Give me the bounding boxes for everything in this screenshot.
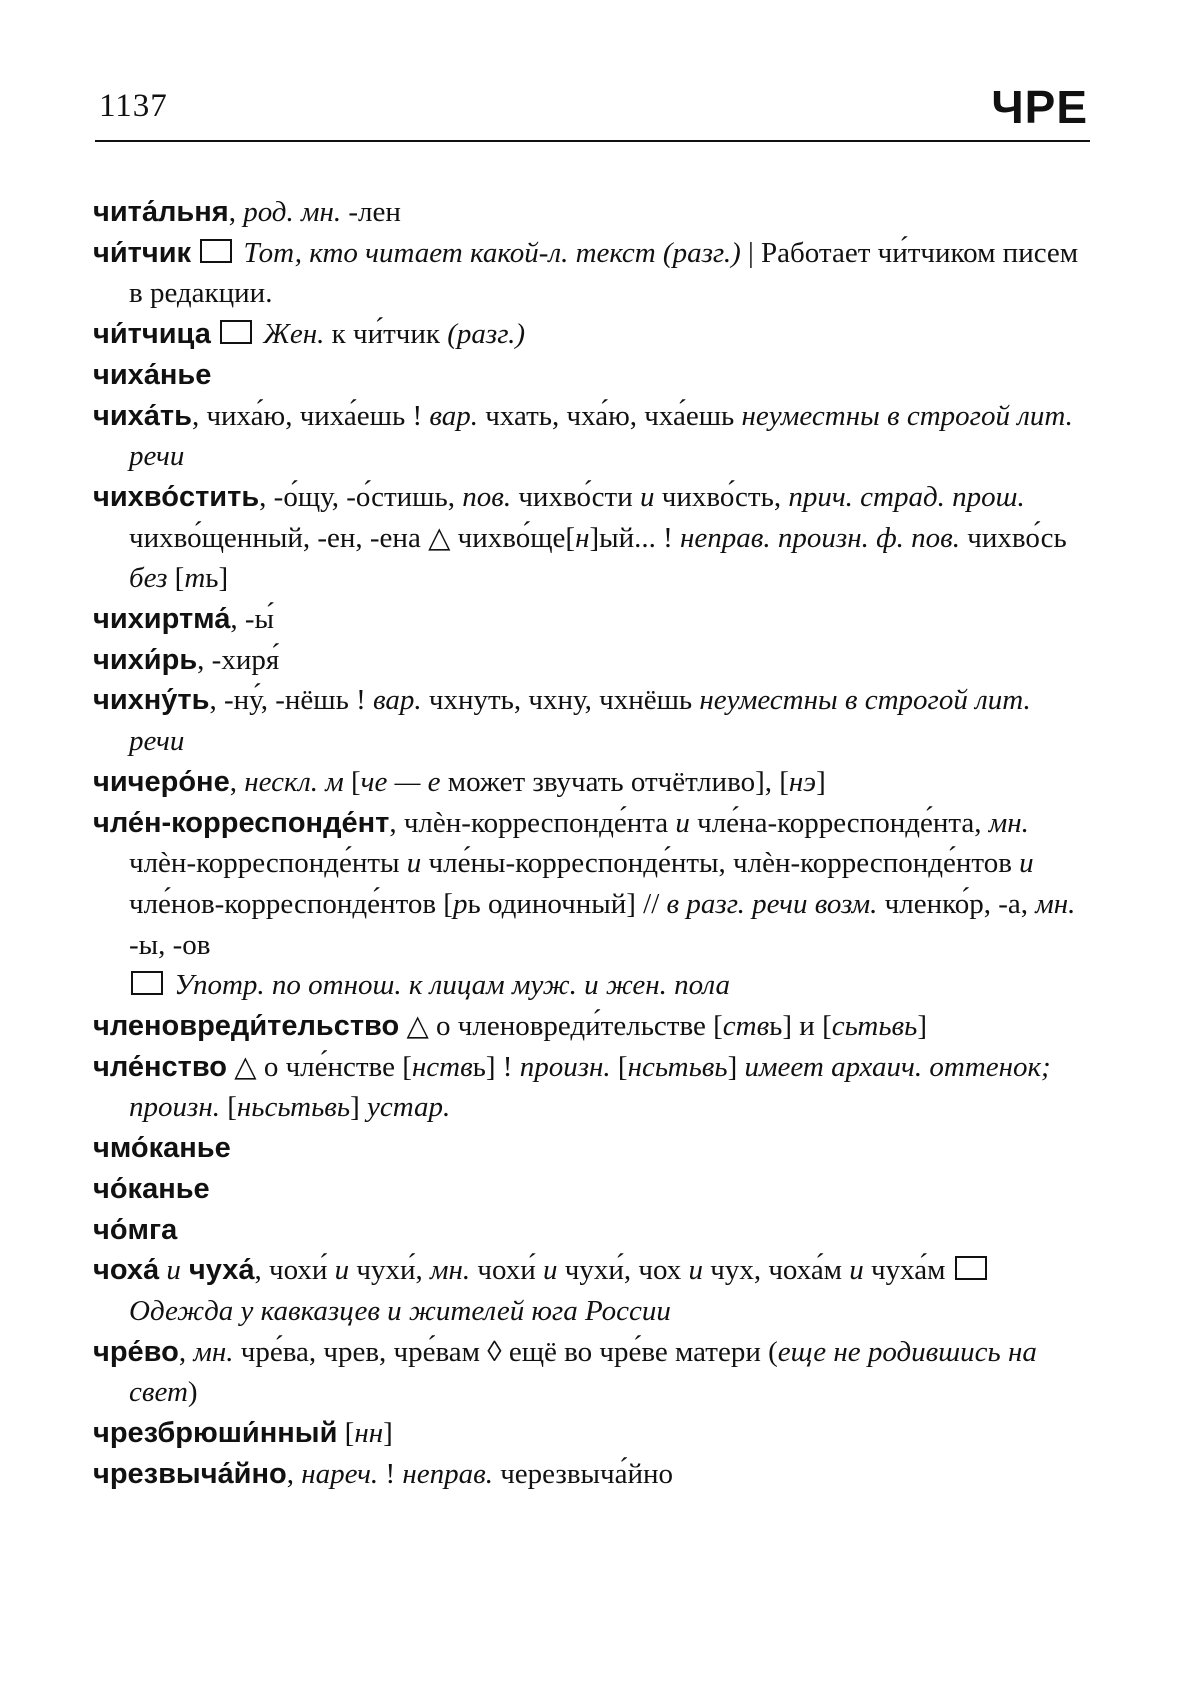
definition: Употр. по отнош. к лицам муж. и жен. пола <box>174 969 730 1002</box>
headword: чре́во <box>93 1335 179 1368</box>
running-head: ЧРЕ <box>991 81 1088 133</box>
headword: чи́тчица <box>93 318 211 351</box>
definition: Жен. <box>263 318 325 351</box>
page-number: 1137 <box>99 88 168 124</box>
headword: чи́тчик <box>93 236 192 269</box>
entry: чре́во, мн. чре́ва, чрев, чре́вам ◊ ещё во чре́ве матери (еще не родившись на свет) <box>93 1335 1037 1409</box>
headword: чрезбрюши́нный <box>93 1417 338 1450</box>
entry: чиха́ть, чиха́ю, чиха́ешь ! вар. чхать, чха́ю, чха́ешь неуместны в строгой лит. речи <box>93 399 1073 473</box>
headword: чихну́ть <box>93 684 210 717</box>
entry: чихи́рь, -хиря́ <box>93 643 280 676</box>
entry: чрезбрюши́нный [нн] <box>93 1417 393 1450</box>
headword: чиха́ть <box>93 399 192 432</box>
definition-box-icon <box>200 239 232 263</box>
headword: чле́н-корреспонде́нт <box>93 806 390 839</box>
entry <box>93 1210 1093 1251</box>
dictionary-entries <box>93 192 1093 1495</box>
entry <box>93 1128 1093 1169</box>
entry: чихиртма́, -ы́ <box>93 603 275 636</box>
entry <box>93 1169 1093 1210</box>
headword: членовреди́тельство <box>93 1010 400 1043</box>
headword-variant: чуха́ <box>180 1254 255 1287</box>
entry: чи́тчица Жен. к чи́тчик (разг.) <box>93 318 526 351</box>
definition-box-icon <box>220 320 252 344</box>
entry: чичеро́не, нескл. м [че — е может звучать отчётливо], [нэ] <box>93 765 826 798</box>
page-header <box>95 80 1090 142</box>
definition-box-icon <box>131 971 163 995</box>
definition-box-icon <box>955 1256 987 1280</box>
entry: чрезвыча́йно, нареч. ! неправ. черезвыча́йно <box>93 1457 674 1490</box>
headword: чрезвыча́йно <box>93 1457 287 1490</box>
entry: чоха́ и чуха́, чохи́ и чухи́, мн. чохи́ и чухи́, чох и чух, чоха́м и чуха́м Одежда у кавказцев и жителей юга России <box>93 1250 1093 1331</box>
headword: чихво́стить <box>93 480 260 513</box>
headword: чиха́нье <box>93 358 212 391</box>
definition: Тот, кто читает какой-л. текст (разг.) <box>243 236 741 269</box>
headword: чоха́ <box>93 1254 160 1287</box>
entry: чихво́стить, -о́щу, -о́стишь, пов. чихво́сти и чихво́сть, прич. страд. прош. чихво́щенный, -ен, -ена △ чихво́ще[н]ый... ! неправ. произн. ф. пов. чихво́сь без [ть] <box>93 480 1067 595</box>
headword: чихи́рь <box>93 643 198 676</box>
headword: чле́нство <box>93 1050 228 1083</box>
entry: чи́тчик Тот, кто читает какой-л. текст (разг.) | Работает чи́тчиком писем в редакции. <box>93 236 1079 310</box>
entry: чле́н-корреспонде́нт, члѐн-корреспонде́нта и чле́на-корреспонде́нта, мн. члѐн-корреспонде́нты и чле́ны-корреспонде́нты, члѐн-корреспонде́нтов и чле́нов-корреспонде́нтов [рь одиночный] // в разг. речи возм. членко́р, -а, мн. -ы, -ов Употр. по отнош. к лицам муж. и жен. пола <box>93 806 1076 1002</box>
headword: чичеро́не <box>93 765 230 798</box>
entry: членовреди́тельство △ о членовреди́тельстве [ствь] и [сьтьвь] <box>93 1010 928 1043</box>
entry: чита́льня, род. мн. -лен <box>93 196 401 228</box>
entry <box>93 355 1093 396</box>
headword: чо́мга <box>93 1213 178 1246</box>
headword: чо́канье <box>93 1172 210 1205</box>
headword: чмо́канье <box>93 1132 231 1165</box>
entry: чихну́ть, -ну́, -нёшь ! вар. чхнуть, чхну, чхнёшь неуместны в строгой лит. речи <box>93 684 1031 758</box>
headword: чита́льня <box>93 196 229 228</box>
entry: чле́нство △ о чле́нстве [нствь] ! произн. [нсьтьвь] имеет архаич. оттенок; произн. [ньсьтьвь] устар. <box>93 1050 1051 1124</box>
definition: Одежда у кавказцев и жителей юга России <box>129 1294 671 1327</box>
headword: чихиртма́ <box>93 603 231 636</box>
